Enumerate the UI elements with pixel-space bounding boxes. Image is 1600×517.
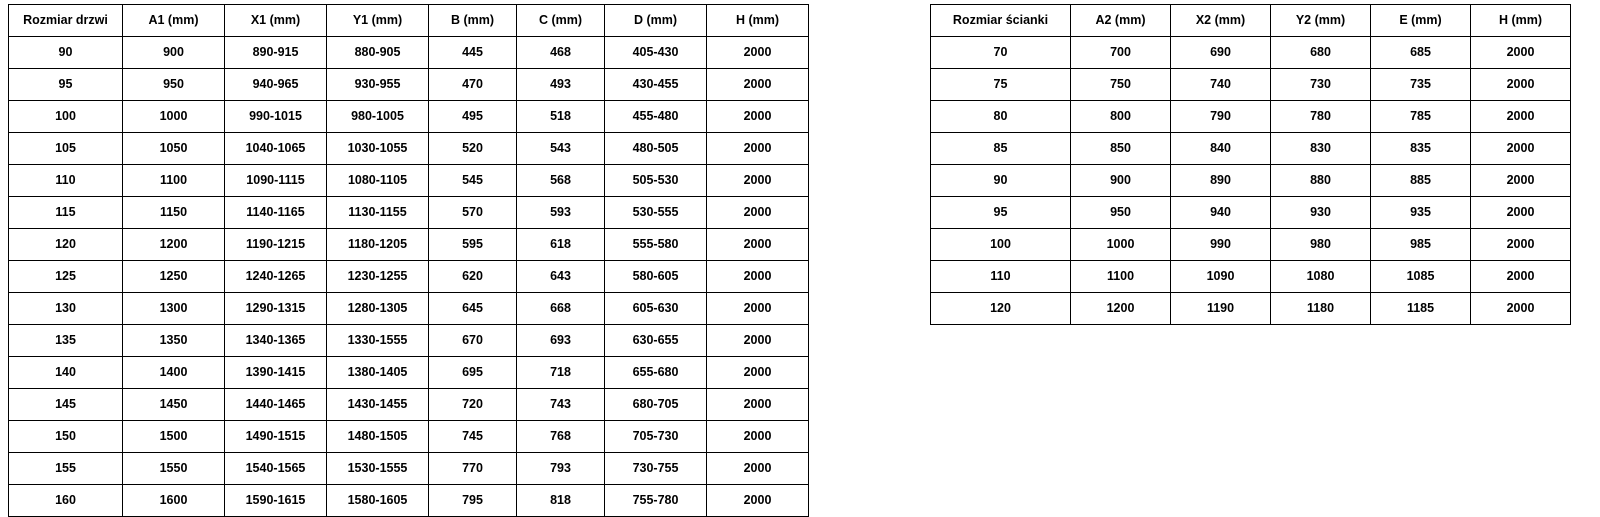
cell: 110 <box>931 261 1071 293</box>
table-row <box>9 453 809 485</box>
cell: 120 <box>9 229 123 261</box>
table-row <box>9 197 809 229</box>
cell: 780 <box>1271 101 1371 133</box>
cell: 110 <box>9 165 123 197</box>
cell: 668 <box>517 293 605 325</box>
cell: 880-905 <box>327 37 429 69</box>
cell: 405-430 <box>605 37 707 69</box>
cell: 1230-1255 <box>327 261 429 293</box>
cell: 2000 <box>1471 293 1571 325</box>
cell: 1190 <box>1171 293 1271 325</box>
cell: 2000 <box>707 69 809 101</box>
column-header-e: E (mm) <box>1371 5 1471 37</box>
cell: 530-555 <box>605 197 707 229</box>
cell: 645 <box>429 293 517 325</box>
cell: 543 <box>517 133 605 165</box>
table-row <box>9 165 809 197</box>
cell: 690 <box>1171 37 1271 69</box>
cell: 470 <box>429 69 517 101</box>
cell: 520 <box>429 133 517 165</box>
cell: 90 <box>931 165 1071 197</box>
cell: 1090-1115 <box>225 165 327 197</box>
cell: 850 <box>1071 133 1171 165</box>
cell: 768 <box>517 421 605 453</box>
cell: 900 <box>123 37 225 69</box>
cell: 980-1005 <box>327 101 429 133</box>
cell: 685 <box>1371 37 1471 69</box>
cell: 793 <box>517 453 605 485</box>
shower-wall-dimension-table <box>930 4 1571 325</box>
cell: 835 <box>1371 133 1471 165</box>
cell: 1140-1165 <box>225 197 327 229</box>
table-row <box>931 293 1571 325</box>
cell: 1300 <box>123 293 225 325</box>
cell: 620 <box>429 261 517 293</box>
table-row <box>9 229 809 261</box>
cell: 1050 <box>123 133 225 165</box>
cell: 730 <box>1271 69 1371 101</box>
table-row <box>931 101 1571 133</box>
cell: 990-1015 <box>225 101 327 133</box>
table-row <box>9 37 809 69</box>
cell: 140 <box>9 357 123 389</box>
cell: 950 <box>123 69 225 101</box>
cell: 605-630 <box>605 293 707 325</box>
cell: 935 <box>1371 197 1471 229</box>
cell: 570 <box>429 197 517 229</box>
cell: 830 <box>1271 133 1371 165</box>
cell: 2000 <box>707 453 809 485</box>
column-header-h: H (mm) <box>707 5 809 37</box>
column-header-h: H (mm) <box>1471 5 1571 37</box>
cell: 1500 <box>123 421 225 453</box>
cell: 2000 <box>1471 69 1571 101</box>
column-header-y1: Y1 (mm) <box>327 5 429 37</box>
cell: 2000 <box>707 165 809 197</box>
cell: 950 <box>1071 197 1171 229</box>
cell: 890-915 <box>225 37 327 69</box>
cell: 1480-1505 <box>327 421 429 453</box>
table-row <box>9 293 809 325</box>
door-table-head <box>9 5 809 37</box>
cell: 2000 <box>707 325 809 357</box>
table-row <box>9 485 809 517</box>
cell: 2000 <box>707 389 809 421</box>
cell: 130 <box>9 293 123 325</box>
cell: 643 <box>517 261 605 293</box>
column-header-x1: X1 (mm) <box>225 5 327 37</box>
cell: 1440-1465 <box>225 389 327 421</box>
table-row <box>931 261 1571 293</box>
wall-table-head <box>931 5 1571 37</box>
table-row <box>9 101 809 133</box>
cell: 985 <box>1371 229 1471 261</box>
cell: 693 <box>517 325 605 357</box>
table-header-row <box>9 5 809 37</box>
cell: 940-965 <box>225 69 327 101</box>
cell: 930 <box>1271 197 1371 229</box>
column-header-c: C (mm) <box>517 5 605 37</box>
wall-table-container <box>930 4 1571 325</box>
cell: 1290-1315 <box>225 293 327 325</box>
cell: 755-780 <box>605 485 707 517</box>
door-table-body <box>9 37 809 517</box>
cell: 1590-1615 <box>225 485 327 517</box>
cell: 630-655 <box>605 325 707 357</box>
cell: 2000 <box>707 261 809 293</box>
cell: 1080-1105 <box>327 165 429 197</box>
cell: 1430-1455 <box>327 389 429 421</box>
cell: 1090 <box>1171 261 1271 293</box>
cell: 735 <box>1371 69 1471 101</box>
column-header-b: B (mm) <box>429 5 517 37</box>
cell: 1000 <box>123 101 225 133</box>
cell: 145 <box>9 389 123 421</box>
cell: 743 <box>517 389 605 421</box>
cell: 705-730 <box>605 421 707 453</box>
cell: 2000 <box>707 37 809 69</box>
cell: 545 <box>429 165 517 197</box>
cell: 1150 <box>123 197 225 229</box>
column-header-a2: A2 (mm) <box>1071 5 1171 37</box>
cell: 1580-1605 <box>327 485 429 517</box>
cell: 2000 <box>1471 37 1571 69</box>
cell: 1550 <box>123 453 225 485</box>
cell: 2000 <box>1471 165 1571 197</box>
cell: 720 <box>429 389 517 421</box>
table-row <box>9 389 809 421</box>
cell: 930-955 <box>327 69 429 101</box>
column-header-y2: Y2 (mm) <box>1271 5 1371 37</box>
cell: 2000 <box>1471 133 1571 165</box>
cell: 1030-1055 <box>327 133 429 165</box>
cell: 718 <box>517 357 605 389</box>
cell: 2000 <box>707 197 809 229</box>
cell: 1400 <box>123 357 225 389</box>
cell: 493 <box>517 69 605 101</box>
cell: 85 <box>931 133 1071 165</box>
shower-door-dimension-table <box>8 4 809 517</box>
cell: 2000 <box>1471 101 1571 133</box>
cell: 80 <box>931 101 1071 133</box>
cell: 595 <box>429 229 517 261</box>
cell: 1180-1205 <box>327 229 429 261</box>
cell: 100 <box>9 101 123 133</box>
cell: 695 <box>429 357 517 389</box>
cell: 785 <box>1371 101 1471 133</box>
cell: 740 <box>1171 69 1271 101</box>
table-row <box>9 133 809 165</box>
cell: 115 <box>9 197 123 229</box>
cell: 2000 <box>1471 197 1571 229</box>
cell: 95 <box>9 69 123 101</box>
cell: 885 <box>1371 165 1471 197</box>
cell: 1250 <box>123 261 225 293</box>
cell: 900 <box>1071 165 1171 197</box>
table-header-row <box>931 5 1571 37</box>
cell: 680-705 <box>605 389 707 421</box>
cell: 105 <box>9 133 123 165</box>
column-header-x2: X2 (mm) <box>1171 5 1271 37</box>
cell: 1380-1405 <box>327 357 429 389</box>
cell: 1100 <box>123 165 225 197</box>
cell: 770 <box>429 453 517 485</box>
cell: 750 <box>1071 69 1171 101</box>
cell: 1130-1155 <box>327 197 429 229</box>
cell: 700 <box>1071 37 1171 69</box>
column-header-d: D (mm) <box>605 5 707 37</box>
cell: 1330-1555 <box>327 325 429 357</box>
cell: 505-530 <box>605 165 707 197</box>
cell: 880 <box>1271 165 1371 197</box>
table-row <box>931 165 1571 197</box>
cell: 1390-1415 <box>225 357 327 389</box>
table-row <box>931 229 1571 261</box>
cell: 70 <box>931 37 1071 69</box>
cell: 480-505 <box>605 133 707 165</box>
cell: 1280-1305 <box>327 293 429 325</box>
cell: 160 <box>9 485 123 517</box>
cell: 2000 <box>707 133 809 165</box>
cell: 95 <box>931 197 1071 229</box>
cell: 818 <box>517 485 605 517</box>
cell: 840 <box>1171 133 1271 165</box>
cell: 1450 <box>123 389 225 421</box>
table-row <box>931 197 1571 229</box>
cell: 2000 <box>707 421 809 453</box>
door-table-container <box>8 4 809 517</box>
cell: 795 <box>429 485 517 517</box>
cell: 1185 <box>1371 293 1471 325</box>
cell: 1100 <box>1071 261 1171 293</box>
cell: 2000 <box>707 485 809 517</box>
cell: 800 <box>1071 101 1171 133</box>
column-header-door-size: Rozmiar drzwi <box>9 5 123 37</box>
table-row <box>9 357 809 389</box>
cell: 680 <box>1271 37 1371 69</box>
cell: 2000 <box>1471 229 1571 261</box>
cell: 593 <box>517 197 605 229</box>
cell: 135 <box>9 325 123 357</box>
table-row <box>931 133 1571 165</box>
cell: 890 <box>1171 165 1271 197</box>
cell: 1200 <box>123 229 225 261</box>
cell: 125 <box>9 261 123 293</box>
cell: 790 <box>1171 101 1271 133</box>
cell: 445 <box>429 37 517 69</box>
cell: 1350 <box>123 325 225 357</box>
column-header-wall-size: Rozmiar ścianki <box>931 5 1071 37</box>
table-row <box>931 69 1571 101</box>
table-row <box>9 421 809 453</box>
cell: 1180 <box>1271 293 1371 325</box>
cell: 1200 <box>1071 293 1171 325</box>
cell: 1540-1565 <box>225 453 327 485</box>
table-row <box>931 37 1571 69</box>
cell: 2000 <box>707 229 809 261</box>
cell: 670 <box>429 325 517 357</box>
cell: 2000 <box>707 357 809 389</box>
column-header-a1: A1 (mm) <box>123 5 225 37</box>
cell: 455-480 <box>605 101 707 133</box>
cell: 940 <box>1171 197 1271 229</box>
cell: 100 <box>931 229 1071 261</box>
cell: 75 <box>931 69 1071 101</box>
cell: 2000 <box>707 293 809 325</box>
cell: 618 <box>517 229 605 261</box>
cell: 1085 <box>1371 261 1471 293</box>
cell: 468 <box>517 37 605 69</box>
cell: 150 <box>9 421 123 453</box>
cell: 120 <box>931 293 1071 325</box>
cell: 1490-1515 <box>225 421 327 453</box>
cell: 990 <box>1171 229 1271 261</box>
cell: 2000 <box>707 101 809 133</box>
cell: 730-755 <box>605 453 707 485</box>
cell: 518 <box>517 101 605 133</box>
cell: 495 <box>429 101 517 133</box>
cell: 1190-1215 <box>225 229 327 261</box>
cell: 1080 <box>1271 261 1371 293</box>
cell: 1040-1065 <box>225 133 327 165</box>
cell: 655-680 <box>605 357 707 389</box>
table-row <box>9 261 809 293</box>
table-row <box>9 325 809 357</box>
cell: 90 <box>9 37 123 69</box>
cell: 745 <box>429 421 517 453</box>
cell: 2000 <box>1471 261 1571 293</box>
cell: 580-605 <box>605 261 707 293</box>
cell: 980 <box>1271 229 1371 261</box>
cell: 555-580 <box>605 229 707 261</box>
cell: 1530-1555 <box>327 453 429 485</box>
cell: 1000 <box>1071 229 1171 261</box>
cell: 568 <box>517 165 605 197</box>
table-row <box>9 69 809 101</box>
cell: 1340-1365 <box>225 325 327 357</box>
cell: 430-455 <box>605 69 707 101</box>
cell: 155 <box>9 453 123 485</box>
cell: 1240-1265 <box>225 261 327 293</box>
wall-table-body <box>931 37 1571 325</box>
cell: 1600 <box>123 485 225 517</box>
